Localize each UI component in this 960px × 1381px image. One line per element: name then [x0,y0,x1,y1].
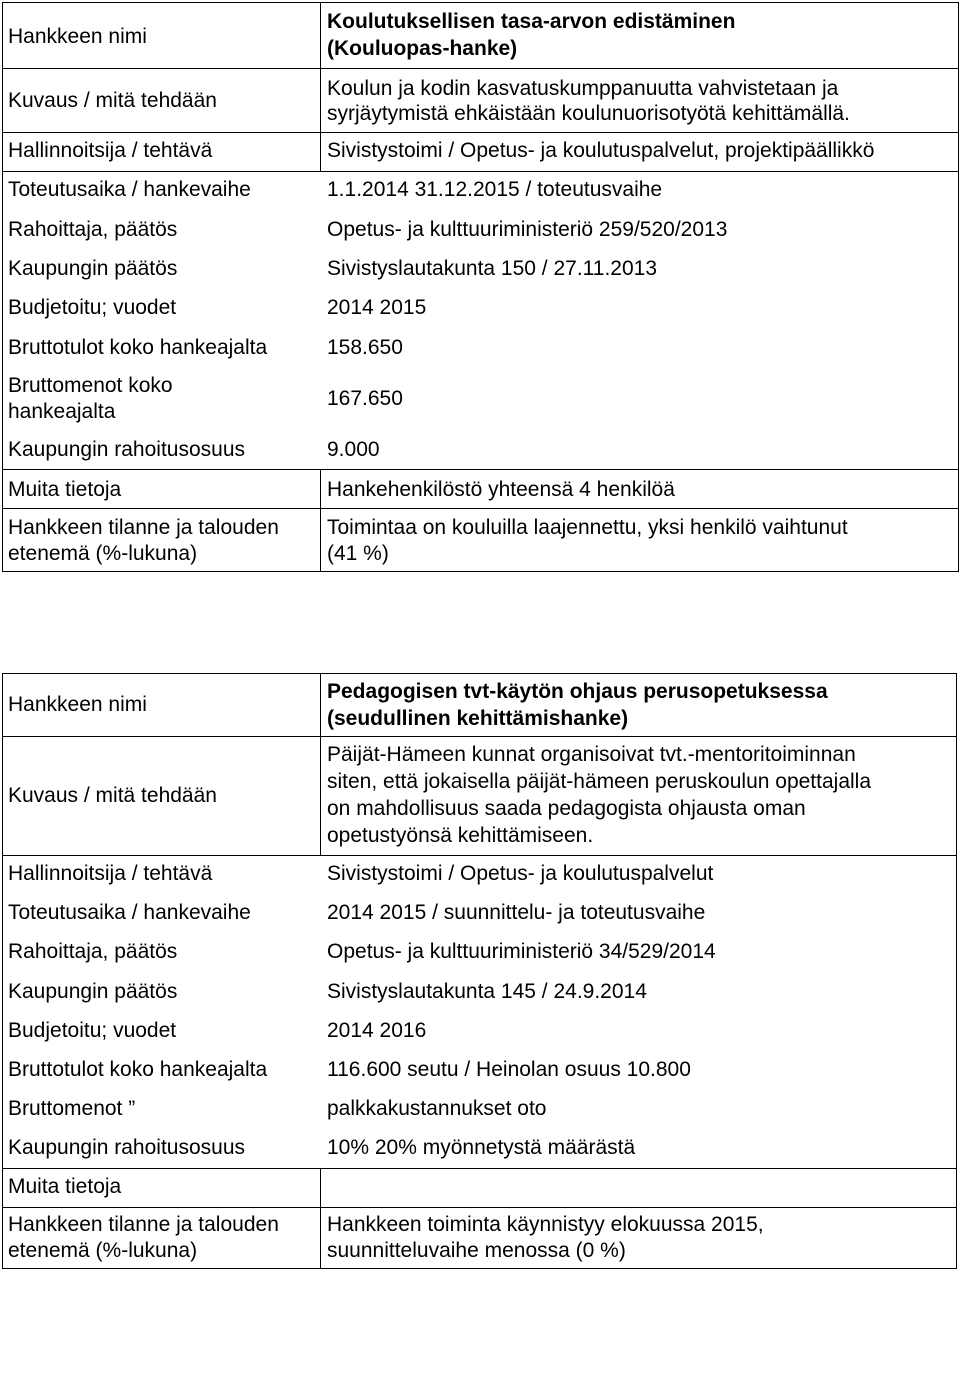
rule [2,171,958,172]
description-label: Kuvaus / mitä tehdään [8,784,217,807]
rule [320,2,321,172]
rule [2,673,956,674]
period-value: 2014 2015 / suunnittelu- ja toteutusvaihe [327,901,706,924]
rule [2,2,958,3]
gross-income-value: 158.650 [327,336,403,359]
rule [320,673,321,856]
funder-label: Rahoittaja, päätös [8,940,178,963]
description-text: Päijät-Hämeen kunnat organisoivat tvt.-mentoritoiminnan [327,743,856,766]
rule [2,673,3,1269]
budget-value: 2014 2015 [327,296,427,319]
rule [2,571,958,572]
gross-income-label: Bruttotulot koko hankeajalta [8,336,268,359]
project-name: Koulutuksellisen tasa-arvon edistäminen [327,10,736,33]
rule [2,68,958,69]
budget-label: Budjetoitu; vuodet [8,296,177,319]
rule [320,1168,321,1269]
rule [2,2,3,572]
gross-costs-label: Bruttomenot koko [8,374,173,397]
status-label: etenemä (%-lukuna) [8,1239,198,1262]
rule [958,2,959,572]
description-text: Koulun ja kodin kasvatuskumppanuutta vahvistetaan ja [327,77,839,100]
city-decision-label: Kaupungin päätös [8,980,178,1003]
project-name: (Kouluopas-hanke) [327,37,518,60]
city-share-value: 9.000 [327,438,380,461]
gross-costs-value: palkkakustannukset oto [327,1097,547,1120]
gross-costs-label: hankeajalta [8,400,116,423]
city-share-label: Kaupungin rahoitusosuus [8,438,246,461]
project-name: (seudullinen kehittämishanke) [327,707,629,730]
rule [320,469,321,572]
name-label: Hankkeen nimi [8,693,147,716]
description-label: Kuvaus / mitä tehdään [8,89,217,112]
rule [2,508,958,509]
description-text: opetustyönsä kehittämiseen. [327,824,594,847]
city-decision-label: Kaupungin päätös [8,257,178,280]
funder-value: Opetus- ja kulttuuriministeriö 259/520/2013 [327,218,728,241]
gross-income-label: Bruttotulot koko hankeajalta [8,1058,268,1081]
other-info-label: Muita tietoja [8,478,122,501]
city-decision-value: Sivistyslautakunta 145 / 24.9.2014 [327,980,647,1003]
gross-income-value: 116.600 seutu / Heinolan osuus 10.800 [327,1058,691,1081]
administrator-label: Hallinnoitsija / tehtävä [8,139,213,162]
administrator-value: Sivistystoimi / Opetus- ja koulutuspalvelut, projektipäällikkö [327,139,875,162]
budget-label: Budjetoitu; vuodet [8,1019,177,1042]
status-label: etenemä (%-lukuna) [8,542,198,565]
rule [2,1207,956,1208]
period-label: Toteutusaika / hankevaihe [8,901,251,924]
rule [956,673,957,1269]
rule [2,1168,956,1169]
budget-value: 2014 2016 [327,1019,427,1042]
status-value: Hankkeen toiminta käynnistyy elokuussa 2015, [327,1213,764,1236]
other-info-label: Muita tietoja [8,1175,122,1198]
status-value: suunnitteluvaihe menossa (0 %) [327,1239,626,1262]
funder-label: Rahoittaja, päätös [8,218,178,241]
gross-costs-value: 167.650 [327,387,403,410]
rule [2,736,956,737]
period-value: 1.1.2014 31.12.2015 / toteutusvaihe [327,178,663,201]
period-label: Toteutusaika / hankevaihe [8,178,251,201]
rule [2,1268,956,1269]
administrator-label: Hallinnoitsija / tehtävä [8,862,213,885]
city-share-label: Kaupungin rahoitusosuus [8,1136,246,1159]
rule [2,855,956,856]
status-value: Toimintaa on kouluilla laajennettu, yksi henkilö vaihtunut [327,516,848,539]
description-text: on mahdollisuus saada pedagogista ohjausta oman [327,797,806,820]
city-share-value: 10% 20% myönnetystä määrästä [327,1136,636,1159]
status-value: (41 %) [327,542,389,565]
project-name: Pedagogisen tvt-käytön ohjaus perusopetuksessa [327,680,828,703]
status-label: Hankkeen tilanne ja talouden [8,516,279,539]
city-decision-value: Sivistyslautakunta 150 / 27.11.2013 [327,257,658,280]
status-label: Hankkeen tilanne ja talouden [8,1213,279,1236]
rule [2,469,958,470]
rule [2,132,958,133]
administrator-value: Sivistystoimi / Opetus- ja koulutuspalvelut [327,862,714,885]
name-label: Hankkeen nimi [8,25,147,48]
description-text: syrjäytymistä ehkäistään koulunuorisotyötä kehittämällä. [327,102,850,125]
other-info-value: Hankehenkilöstö yhteensä 4 henkilöä [327,478,675,501]
funder-value: Opetus- ja kulttuuriministeriö 34/529/2014 [327,940,716,963]
gross-costs-label: Bruttomenot ” [8,1097,136,1120]
description-text: siten, että jokaisella päijät-hämeen peruskoulun opettajalla [327,770,872,793]
